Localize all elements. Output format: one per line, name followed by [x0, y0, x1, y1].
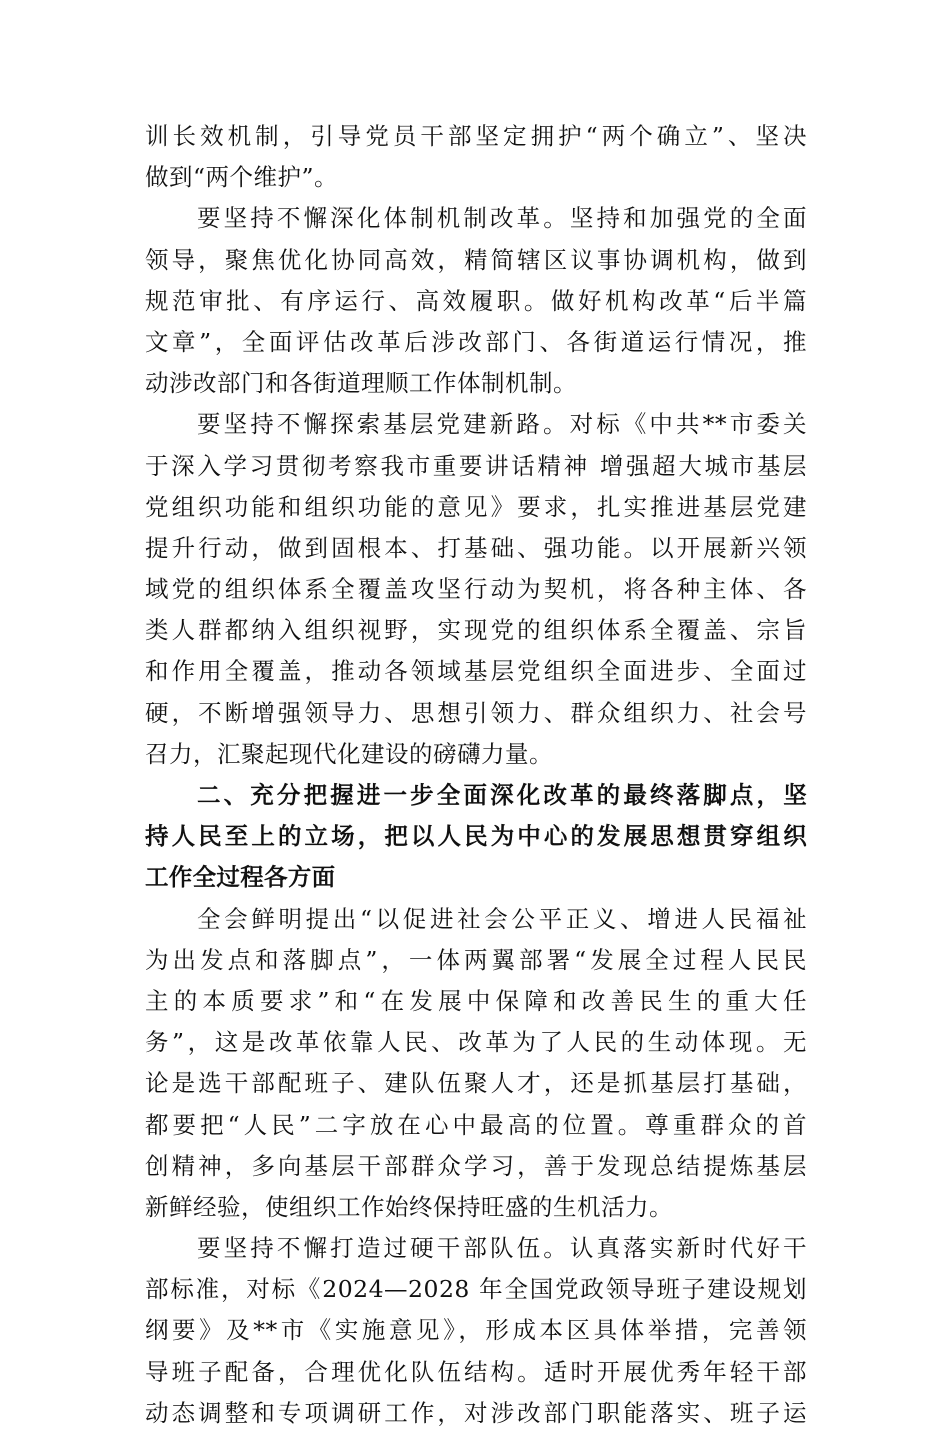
paragraph-line: 主的本质要求”和“在发展中保障和改善民生的重大任	[145, 986, 807, 1015]
paragraph-line: 做到“两个维护”。	[145, 163, 339, 192]
paragraph-line: 文章”，全面评估改革后涉改部门、各街道运行情况，推	[145, 327, 807, 356]
paragraph-line: 类人群都纳入组织视野，实现党的组织体系全覆盖、宗旨	[145, 616, 807, 645]
document-page	[145, 116, 807, 1434]
document-body	[145, 116, 807, 1434]
paragraph-line: 都要把“人民”二字放在心中最高的位置。尊重群众的首	[145, 1110, 807, 1139]
paragraph-line: 要坚持不懈探索基层党建新路。对标《中共**市委关	[197, 410, 807, 439]
paragraph-line: 域党的组织体系全覆盖攻坚行动为契机，将各种主体、各	[145, 575, 807, 604]
body-paragraph	[145, 116, 807, 198]
paragraph-line: 纲要》及**市《实施意见》，形成本区具体举措，完善领	[145, 1316, 807, 1345]
body-paragraph	[145, 1228, 807, 1434]
paragraph-line: 规范审批、有序运行、高效履职。做好机构改革“后半篇	[145, 286, 807, 315]
paragraph-line: 党组织功能和组织功能的意见》要求，扎实推进基层党建	[145, 492, 807, 521]
paragraph-line: 动涉改部门和各街道理顺工作体制机制。	[145, 369, 577, 398]
paragraph-line: 领导，聚焦优化协同高效，精简辖区议事协调机构，做到	[145, 245, 807, 274]
paragraph-line: 论是选干部配班子、建队伍聚人才，还是抓基层打基础，	[145, 1069, 807, 1098]
paragraph-line: 动态调整和专项调研工作，对涉改部门职能落实、班子运	[145, 1398, 807, 1427]
paragraph-line: 要坚持不懈深化体制机制改革。坚持和加强党的全面	[197, 204, 807, 233]
paragraph-line: 导班子配备，合理优化队伍结构。适时开展优秀年轻干部	[145, 1357, 807, 1386]
paragraph-line: 提升行动，做到固根本、打基础、强功能。以开展新兴领	[145, 533, 807, 562]
paragraph-line: 新鲜经验，使组织工作始终保持旺盛的生机活力。	[145, 1192, 673, 1221]
paragraph-line: 创精神，多向基层干部群众学习，善于发现总结提炼基层	[145, 1151, 807, 1180]
body-paragraph	[145, 899, 807, 1229]
paragraph-line: 于深入学习贯彻考察我市重要讲话精神 增强超大城市基层	[145, 451, 807, 480]
paragraph-line: 部标准，对标《2024—2028 年全国党政领导班子建设规划	[145, 1275, 807, 1304]
paragraph-line: 要坚持不懈打造过硬干部队伍。认真落实新时代好干	[197, 1234, 807, 1263]
paragraph-line: 召力，汇聚起现代化建设的磅礴力量。	[145, 739, 553, 768]
heading-line: 二、充分把握进一步全面深化改革的最终落脚点，坚	[197, 781, 807, 809]
heading-line: 工作全过程各方面	[145, 863, 336, 892]
paragraph-line: 硬，不断增强领导力、思想引领力、群众组织力、社会号	[145, 698, 807, 727]
paragraph-line: 全会鲜明提出“以促进社会公平正义、增进人民福祉	[197, 904, 807, 933]
section-heading	[145, 775, 807, 899]
heading-line: 持人民至上的立场，把以人民为中心的发展思想贯穿组织	[145, 822, 807, 851]
body-paragraph	[145, 198, 807, 404]
paragraph-line: 为出发点和落脚点”，一体两翼部署“发展全过程人民民	[145, 945, 807, 974]
body-paragraph	[145, 404, 807, 775]
paragraph-line: 训长效机制，引导党员干部坚定拥护“两个确立”、坚决	[145, 122, 807, 150]
paragraph-line: 和作用全覆盖，推动各领域基层党组织全面进步、全面过	[145, 657, 807, 686]
paragraph-line: 务”，这是改革依靠人民、改革为了人民的生动体现。无	[145, 1028, 807, 1057]
